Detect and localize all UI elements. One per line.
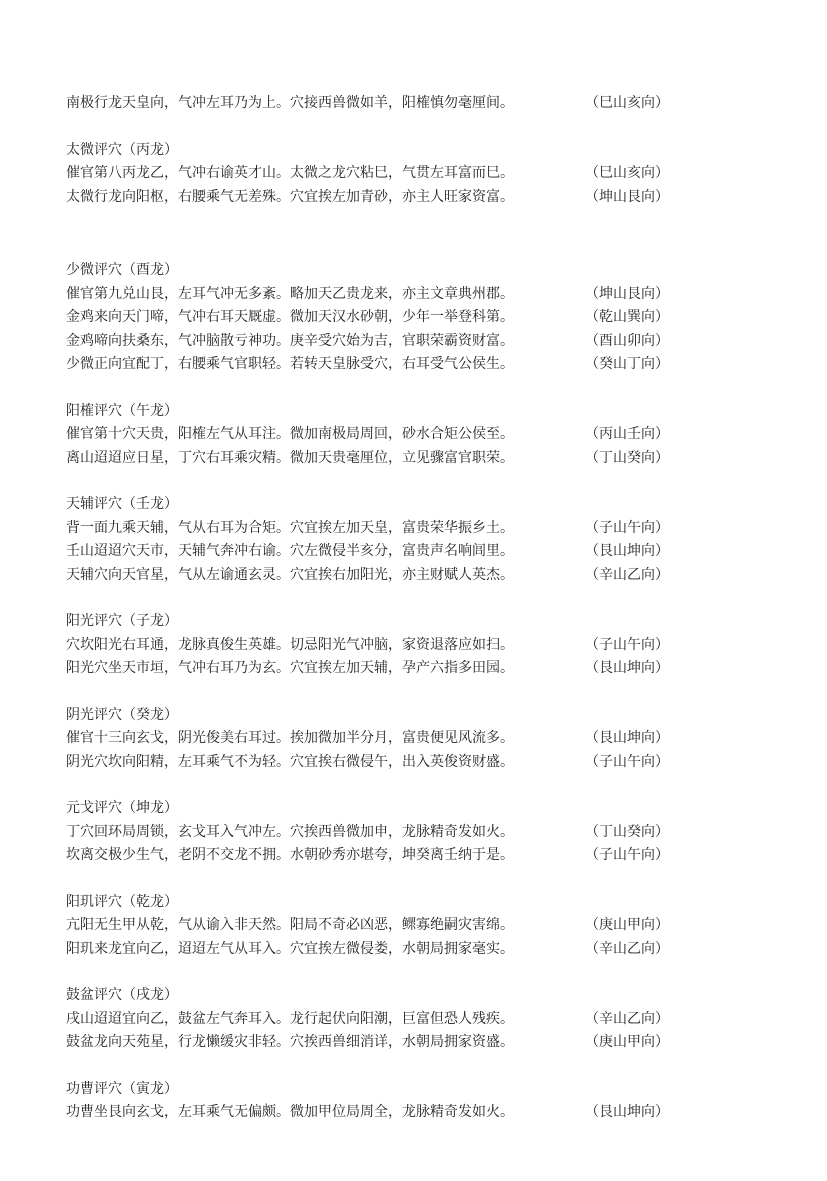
orientation-label: （艮山坤向） (585, 1104, 669, 1120)
section-title: 天辅评穴（壬龙） (66, 496, 178, 512)
verse-text: 功曹坐艮向玄戈，左耳乘气无偏颇。微加甲位局周全，龙脉精奇发如火。 (66, 1104, 514, 1120)
verse-text: 亢阳无生甲从乾，气从谕入非天然。阳局不奇必凶恶，鳏寡绝嗣灾害绵。 (66, 917, 514, 933)
verse-text: 金鸡来向天门啼，气冲右耳天厩虚。微加天汉水砂朝，少年一举登科第。 (66, 309, 514, 325)
orientation-label: （巳山亥向） (585, 165, 669, 181)
section-title: 功曹评穴（寅龙） (66, 1080, 178, 1097)
document-body (66, 92, 806, 1125)
section-spacer (66, 377, 806, 400)
orientation-label: （辛山乙向） (585, 1010, 669, 1027)
verse-line (66, 306, 806, 330)
verse-text: 阳光穴坐天市垣，气冲右耳乃为玄。穴宜挨左加天辅，孕产六指多田园。 (66, 660, 514, 676)
verse-text: 催官第八丙龙乙，气冲右谕英才山。太微之龙穴粘巳，气贯左耳富而巳。 (66, 165, 514, 181)
verse-text: 催官十三向玄戈，阴光俊美右耳过。挨加微加半分月，富贵便见风流多。 (66, 730, 514, 746)
verse-line (66, 914, 806, 938)
verse-text: 阴光穴坎向阳精，左耳乘气不为轻。穴宜挨右微侵午，出入英俊资财盛。 (66, 753, 514, 770)
orientation-label: （庚山甲向） (585, 917, 669, 933)
verse-section (66, 493, 806, 587)
verse-text: 穴坎阳光右耳通，龙脉真俊生英雄。切忌阳光气冲脑，家资退落应如扫。 (66, 636, 514, 653)
orientation-label: （艮山坤向） (585, 543, 669, 559)
verse-line (66, 1101, 806, 1125)
orientation-label: （坤山艮向） (585, 285, 669, 302)
verse-line (66, 821, 806, 845)
orientation-label: （子山午向） (585, 636, 669, 653)
verse-line (66, 938, 806, 962)
orientation-label: （丙山壬向） (585, 426, 669, 442)
verse-line (66, 162, 806, 186)
section-spacer (66, 470, 806, 493)
verse-line (66, 92, 806, 116)
verse-line (66, 186, 806, 210)
orientation-label: （子山午向） (585, 753, 669, 770)
orientation-label: （艮山坤向） (585, 730, 669, 746)
verse-section (66, 259, 806, 377)
section-spacer (66, 868, 806, 891)
orientation-label: （乾山巽向） (585, 309, 669, 325)
verse-line (66, 634, 806, 658)
orientation-label: （癸山丁向） (585, 356, 669, 372)
section-title: 太微评穴（丙龙） (66, 141, 178, 158)
section-spacer (66, 1055, 806, 1078)
section-title: 阳榷评穴（午龙） (66, 402, 178, 419)
orientation-label: （辛山乙向） (585, 566, 669, 583)
verse-line (66, 423, 806, 447)
verse-section (66, 704, 806, 775)
verse-text: 离山迢迢应日星，丁穴右耳乘灾精。微加天贵毫厘位，立见骤富官职荣。 (66, 449, 514, 466)
verse-line (66, 844, 806, 868)
verse-text: 坎离交极少生气，老阴不交龙不拥。水朝砂秀亦堪夸，坤癸离壬纳于是。 (66, 847, 514, 863)
verse-text: 催官第九兑山艮，左耳气冲无多紊。略加天乙贵龙来，亦主文章典州郡。 (66, 285, 514, 302)
section-title: 鼓盆评穴（戌龙） (66, 987, 178, 1003)
section-spacer (66, 681, 806, 704)
verse-text: 太微行龙向阳枢，右腰乘气无差殊。穴宜挨左加青砂，亦主人旺家资富。 (66, 188, 514, 205)
verse-text: 戌山迢迢宜向乙，鼓盆左气奔耳入。龙行起伏向阳潮，巨富但恐人残疾。 (66, 1010, 514, 1027)
verse-text: 金鸡啼向扶桑东，气冲脑散亏神功。庚辛受穴始为吉，官职荣霸资财富。 (66, 332, 514, 349)
verse-line (66, 1031, 806, 1055)
verse-text: 鼓盆龙向天苑星，行龙懒缓灾非轻。穴挨西兽细消详，水朝局拥家资盛。 (66, 1034, 514, 1050)
verse-section (66, 984, 806, 1055)
section-title: 阳光评穴（子龙） (66, 613, 178, 629)
orientation-label: （庚山甲向） (585, 1034, 669, 1050)
verse-text: 少微正向宜配丁，右腰乘气官职轻。若转天皇脉受穴，右耳受气公侯生。 (66, 356, 514, 372)
section-spacer (66, 774, 806, 797)
orientation-label: （艮山坤向） (585, 660, 669, 676)
verse-text: 丁穴回环局周锁，玄戈耳入气冲左。穴挨西兽微加申，龙脉精奇发如火。 (66, 823, 514, 840)
section-spacer (66, 587, 806, 610)
section-title: 少微评穴（酉龙） (66, 262, 178, 278)
verse-section (66, 400, 806, 471)
verse-line (66, 517, 806, 541)
section-spacer (66, 116, 806, 139)
section-spacer (66, 209, 806, 259)
verse-section (66, 92, 806, 116)
verse-line (66, 564, 806, 588)
verse-line (66, 657, 806, 681)
verse-section (66, 610, 806, 681)
verse-text: 天辅穴向天官星，气从左谕通玄灵。穴宜挨右加阳光，亦主财赋人英杰。 (66, 566, 514, 583)
verse-line (66, 751, 806, 775)
verse-line (66, 540, 806, 564)
orientation-label: （丁山癸向） (585, 449, 669, 466)
verse-text: 背一面九乘天辅，气从右耳为合矩。穴宜挨左加天皇，富贵荣华振乡土。 (66, 519, 514, 536)
verse-section (66, 797, 806, 868)
verse-line (66, 1008, 806, 1032)
orientation-label: （丁山癸向） (585, 823, 669, 840)
verse-text: 壬山迢迢穴天市，天辅气奔冲右谕。穴左微侵半亥分，富贵声名响闾里。 (66, 543, 514, 559)
orientation-label: （子山午向） (585, 519, 669, 536)
section-title: 元戈评穴（坤龙） (66, 800, 178, 816)
section-spacer (66, 961, 806, 984)
orientation-label: （酉山卯向） (585, 332, 669, 349)
verse-line (66, 330, 806, 354)
section-title: 阳玑评穴（乾龙） (66, 893, 178, 910)
verse-line (66, 727, 806, 751)
verse-section (66, 1078, 806, 1125)
verse-section (66, 891, 806, 962)
verse-section (66, 139, 806, 210)
verse-text: 催官第十穴天贵，阳榷左气从耳注。微加南极局周回，砂水合矩公侯至。 (66, 426, 514, 442)
verse-line (66, 283, 806, 307)
verse-text: 阳玑来龙宜向乙，迢迢左气从耳入。穴宜挨左微侵娄，水朝局拥家毫实。 (66, 940, 514, 957)
orientation-label: （子山午向） (585, 847, 669, 863)
orientation-label: （坤山艮向） (585, 188, 669, 205)
orientation-label: （辛山乙向） (585, 940, 669, 957)
orientation-label: （巳山亥向） (585, 95, 669, 111)
verse-line (66, 353, 806, 377)
section-title: 阴光评穴（癸龙） (66, 706, 178, 723)
verse-line (66, 447, 806, 471)
verse-text: 南极行龙天皇向，气冲左耳乃为上。穴接西兽微如羊，阳榷慎勿毫厘间。 (66, 95, 514, 111)
